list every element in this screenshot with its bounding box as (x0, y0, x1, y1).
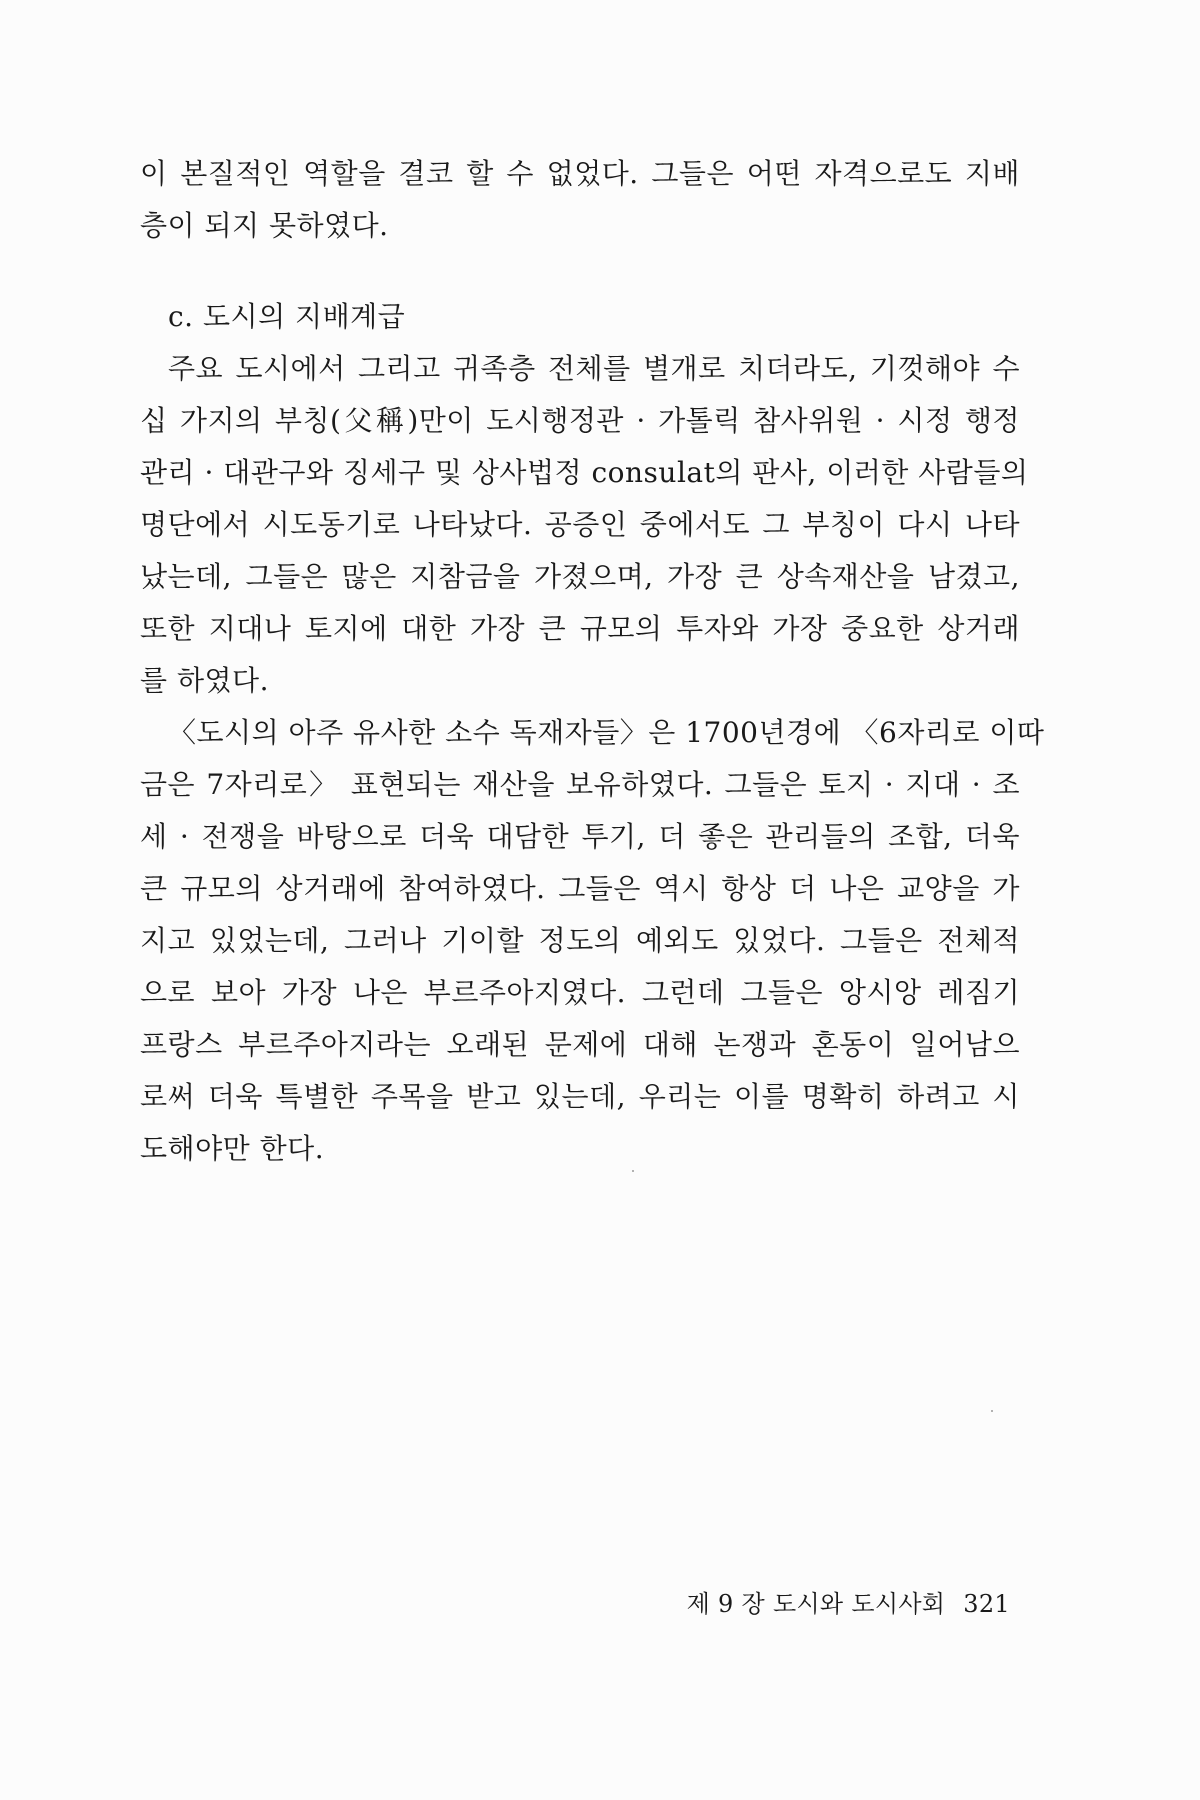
scan-speck (632, 1170, 634, 1172)
paragraph-1 (140, 343, 1029, 707)
paragraph-2 (140, 707, 1045, 1175)
section-heading: c. 도시의 지배계급 (168, 300, 406, 333)
text-line: 금은 7자리로〉 표현되는 재산을 보유하였다. 그들은 토지 · 지대 · 조 (140, 768, 1020, 801)
text-line: 도해야만 한다. (140, 1132, 325, 1165)
text-line: 로써 더욱 특별한 주목을 받고 있는데, 우리는 이를 명확히 하려고 시 (140, 1080, 1020, 1113)
page-number: 321 (963, 1590, 1010, 1618)
text-line: 지고 있었는데, 그러나 기이할 정도의 예외도 있었다. 그들은 전체적 (140, 924, 1020, 957)
text-line: 프랑스 부르주아지라는 오래된 문제에 대해 논쟁과 혼동이 일어남으 (140, 1028, 1020, 1061)
text-line: 세 · 전쟁을 바탕으로 더욱 대담한 투기, 더 좋은 관리들의 조합, 더욱 (140, 820, 1020, 853)
running-footer-chapter: 제 9 장 도시와 도시사회 (686, 1590, 946, 1618)
text-line: 으로 보아 가장 나은 부르주아지였다. 그런데 그들은 앙시앙 레짐기 (140, 976, 1020, 1009)
text-line: 층이 되지 못하였다. (140, 209, 389, 242)
section-ruling-class (140, 291, 1045, 1175)
text-line: 났는데, 그들은 많은 지참금을 가졌으며, 가장 큰 상속재산을 남겼고, (140, 560, 1020, 593)
text-line: 큰 규모의 상거래에 참여하였다. 그들은 역시 항상 더 나은 교양을 가 (140, 872, 1020, 905)
page-footer (687, 1586, 1010, 1622)
text-line: 명단에서 시도동기로 나타났다. 공증인 중에서도 그 부칭이 다시 나타 (140, 508, 1020, 541)
scan-speck (991, 1410, 993, 1412)
text-line: 를 하였다. (140, 664, 269, 697)
top-paragraph (140, 148, 1020, 252)
text-line: 이 본질적인 역할을 결코 할 수 없었다. 그들은 어떤 자격으로도 지배 (140, 157, 1020, 190)
text-line: 십 가지의 부칭(父稱)만이 도시행정관 · 가톨릭 참사위원 · 시정 행정 (140, 404, 1020, 437)
text-line: 관리 · 대관구와 징세구 및 상사법정 consulat의 판사, 이러한 사람들의 (140, 456, 1029, 489)
text-line: 주요 도시에서 그리고 귀족층 전체를 별개로 치더라도, 기껏해야 수 (168, 352, 1020, 385)
text-line: 또한 지대나 토지에 대한 가장 큰 규모의 투자와 가장 중요한 상거래 (140, 612, 1020, 645)
text-line: 〈도시의 아주 유사한 소수 독재자들〉은 1700년경에 〈6자리로 이따 (168, 716, 1045, 749)
